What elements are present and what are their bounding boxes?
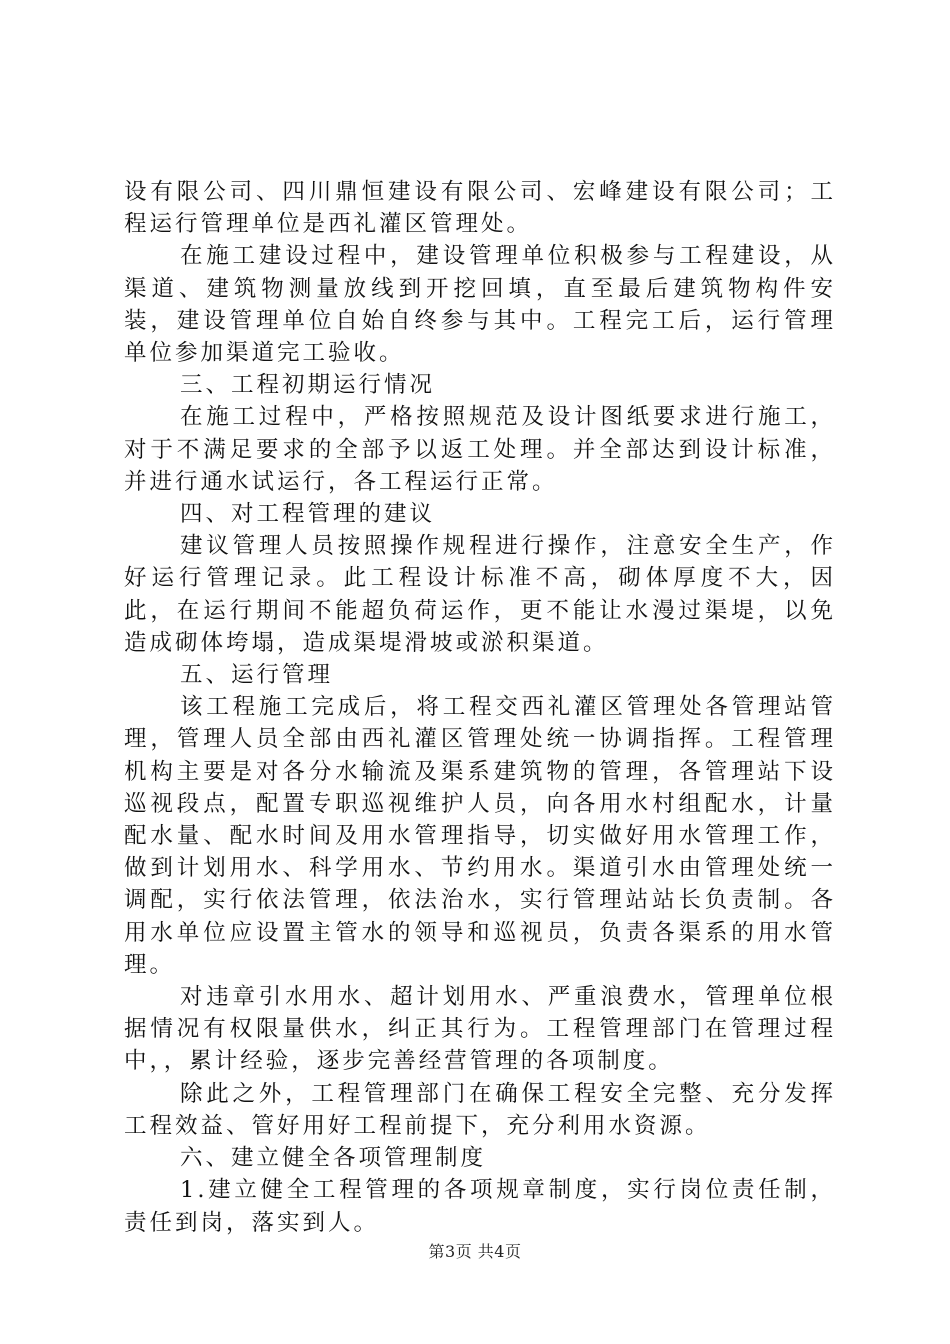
section-heading: 三、工程初期运行情况 xyxy=(180,372,436,399)
paragraph: 该工程施工完成后，将工程交西礼灌区管理处各管理站管理，管理人员全部由西礼灌区管理处统一协调指挥。工程管理机构主要是对各分水输流及渠系建筑物的管理，各管理站下设巡视段点，配置专职巡视维护人员，向各用水村组配水，计量配水量、配水时间及用水管理指导，切实做好用水管理工作，做到计划用水、科学用水、节约用水。渠道引水由管理处统一调配，实行依法管理，依法治水，实行管理站站长负责制。各用水单位应设置主管水的领导和巡视员，负责各渠系的用水管理。 xyxy=(124,694,836,978)
document-body xyxy=(124,176,836,1239)
section-heading: 六、建立健全各项管理制度 xyxy=(180,1145,487,1172)
paragraph: 对违章引水用水、超计划用水、严重浪费水，管理单位根据情况有权限量供水，纠正其行为。工程管理部门在管理过程中，，累计经验，逐步完善经营管理的各项制度。 xyxy=(124,984,836,1075)
section-heading: 四、对工程管理的建议 xyxy=(180,501,436,528)
paragraph-continuation: 设有限公司、四川鼎恒建设有限公司、宏峰建设有限公司；工程运行管理单位是西礼灌区管理处。 xyxy=(124,179,836,238)
section-heading: 五、运行管理 xyxy=(180,662,334,689)
paragraph: 在施工过程中，严格按照规范及设计图纸要求进行施工，对于不满足要求的全部予以返工处理。并全部达到设计标准，并进行通水试运行，各工程运行正常。 xyxy=(124,404,836,495)
paragraph: 建议管理人员按照操作规程进行操作，注意安全生产，作好运行管理记录。此工程设计标准不高，砌体厚度不大，因此，在运行期间不能超负荷运作，更不能让水漫过渠堤，以免造成砌体垮塌，造成渠堤滑坡或淤积渠道。 xyxy=(124,533,836,656)
page-number-footer: 第3页 共4页 xyxy=(428,1242,522,1261)
paragraph: 在施工建设过程中，建设管理单位积极参与工程建设，从渠道、建筑物测量放线到开挖回填，直至最后建筑物构件安装，建设管理单位自始自终参与其中。工程完工后，运行管理单位参加渠道完工验收。 xyxy=(124,243,836,367)
paragraph: 除此之外，工程管理部门在确保工程安全完整、充分发挥工程效益、管好用好工程前提下，充分利用水资源。 xyxy=(124,1080,836,1139)
paragraph: 1.建立健全工程管理的各项规章制度，实行岗位责任制，责任到岗，落实到人。 xyxy=(124,1177,836,1236)
